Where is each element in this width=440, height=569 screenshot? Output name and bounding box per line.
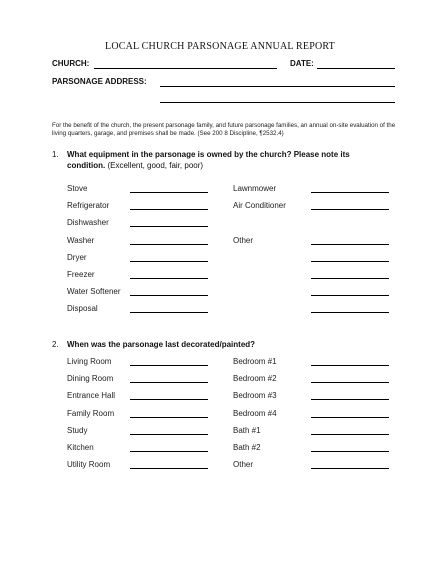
- question-1-number: 1.: [52, 150, 59, 159]
- question-2-text: [67, 340, 387, 351]
- date-field[interactable]: [317, 68, 395, 69]
- item-label: Dryer: [67, 252, 87, 262]
- condition-field[interactable]: [130, 399, 208, 400]
- item-label: Disposal: [67, 304, 98, 314]
- report-title: LOCAL CHURCH PARSONAGE ANNUAL REPORT: [105, 41, 335, 52]
- church-field[interactable]: [94, 68, 277, 69]
- item-label: Washer: [67, 235, 95, 245]
- condition-field[interactable]: [311, 451, 389, 452]
- condition-field[interactable]: [130, 451, 208, 452]
- condition-field[interactable]: [311, 365, 389, 366]
- condition-field[interactable]: [130, 261, 208, 262]
- condition-field[interactable]: [130, 417, 208, 418]
- item-label: Bath #1: [233, 425, 261, 435]
- church-label: CHURCH:: [52, 59, 90, 68]
- condition-field[interactable]: [311, 244, 389, 245]
- condition-field[interactable]: [311, 417, 389, 418]
- item-label: Utility Room: [67, 460, 111, 470]
- condition-field[interactable]: [130, 295, 208, 296]
- condition-field[interactable]: [311, 278, 389, 279]
- intro-paragraph: For the benefit of the church, the present parsonage family, and future parsonage families, an annual on-site evaluation of the living quarters, garage, and premises shall be made. (See 200 8 Discipline, ¶2532.4): [52, 122, 396, 138]
- condition-field[interactable]: [130, 278, 208, 279]
- item-label: Lawnmower: [233, 184, 277, 193]
- item-label: Bedroom #1: [233, 357, 277, 366]
- item-label: Study: [67, 425, 88, 435]
- condition-field[interactable]: [130, 365, 208, 366]
- question-1-text-bold: What equipment in the parsonage is owned by the church? Please note its condition.: [67, 150, 350, 170]
- item-label: Water Softener: [67, 287, 121, 297]
- item-label: Dishwasher: [67, 218, 109, 228]
- item-label: Living Room: [67, 357, 112, 366]
- question-2-number: 2.: [52, 340, 59, 349]
- item-label: Bedroom #2: [233, 374, 277, 384]
- condition-field[interactable]: [311, 295, 389, 296]
- item-label: Air Conditioner: [233, 201, 286, 211]
- address-field-line-2[interactable]: [160, 102, 395, 103]
- address-field-line-1[interactable]: [160, 86, 395, 87]
- condition-field[interactable]: [311, 382, 389, 383]
- condition-field[interactable]: [130, 192, 208, 193]
- item-label: Entrance Hall: [67, 391, 116, 401]
- condition-field[interactable]: [311, 209, 389, 210]
- item-label: Other: [233, 235, 254, 245]
- question-1-text-note: (Excellent, good, fair, poor): [105, 160, 204, 170]
- condition-field[interactable]: [130, 312, 208, 313]
- question-2-text-bold: When was the parsonage last decorated/painted?: [67, 340, 256, 349]
- item-label: Dining Room: [67, 374, 114, 384]
- item-label: Stove: [67, 184, 88, 193]
- item-label: Bedroom #3: [233, 391, 277, 401]
- condition-field[interactable]: [130, 434, 208, 435]
- item-label: Other: [233, 460, 254, 470]
- condition-field[interactable]: [311, 434, 389, 435]
- item-label: Bath #2: [233, 443, 261, 452]
- date-label: DATE:: [290, 59, 314, 68]
- condition-field[interactable]: [130, 468, 208, 469]
- item-label: Freezer: [67, 270, 95, 279]
- item-label: Kitchen: [67, 443, 94, 452]
- condition-field[interactable]: [311, 192, 389, 193]
- condition-field[interactable]: [311, 468, 389, 469]
- condition-field[interactable]: [311, 312, 389, 313]
- question-1-text: [67, 150, 387, 171]
- condition-field[interactable]: [311, 261, 389, 262]
- condition-field[interactable]: [130, 244, 208, 245]
- condition-field[interactable]: [130, 209, 208, 210]
- item-label: Bedroom #4: [233, 408, 277, 418]
- item-label: Refrigerator: [67, 201, 110, 211]
- address-label: PARSONAGE ADDRESS:: [52, 77, 147, 86]
- item-label: Family Room: [67, 408, 115, 418]
- condition-field[interactable]: [311, 399, 389, 400]
- condition-field[interactable]: [130, 226, 208, 227]
- condition-field[interactable]: [130, 382, 208, 383]
